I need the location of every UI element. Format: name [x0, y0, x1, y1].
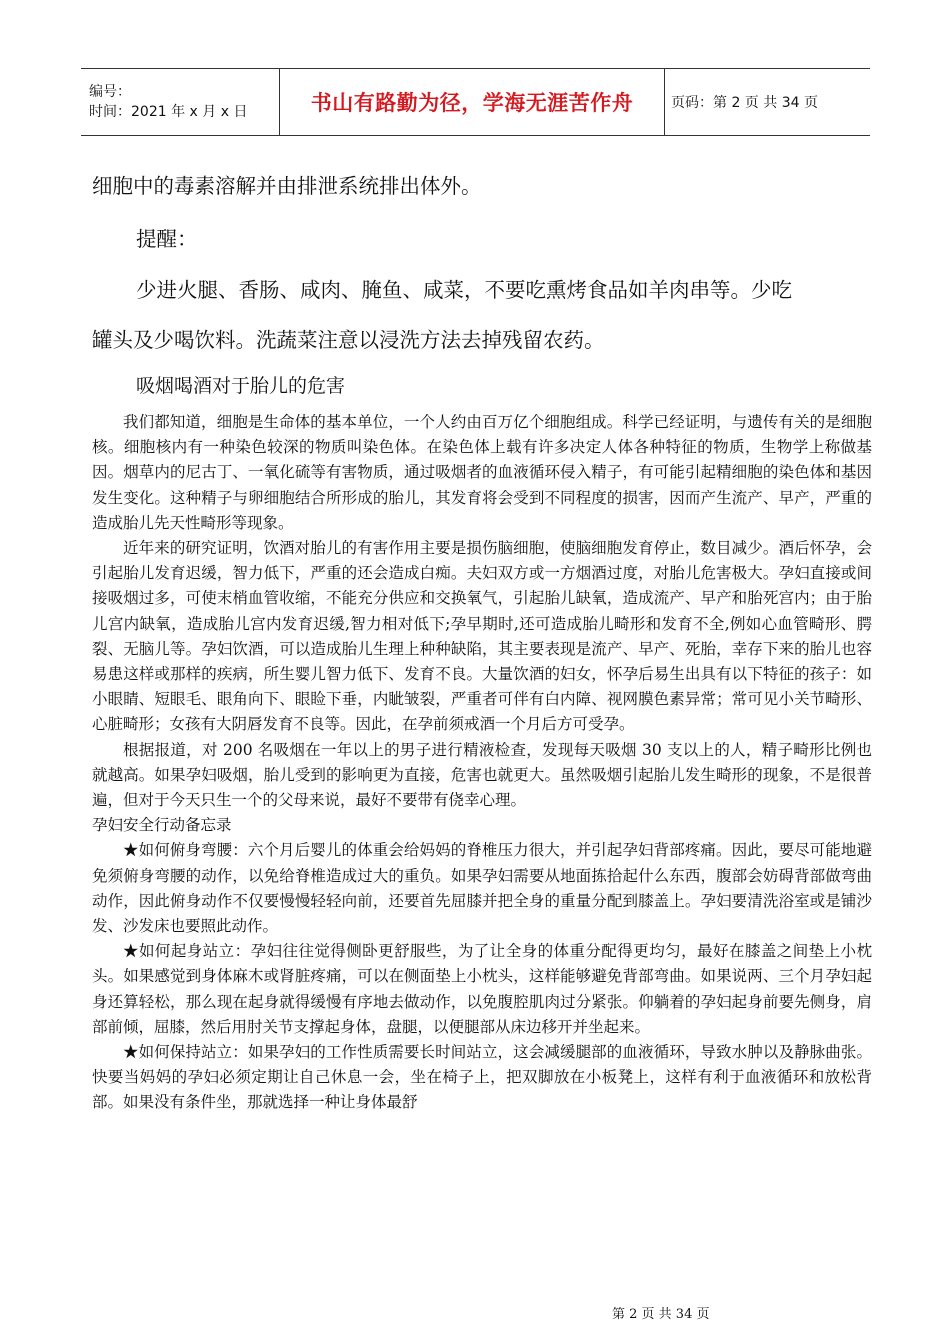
- page-header: [81, 68, 870, 136]
- reminder-line-2: 罐头及少喝饮料。洗蔬菜注意以浸洗方法去掉残留农药。: [92, 328, 605, 352]
- header-meta-cell: [81, 69, 280, 135]
- paragraph-alcohol-effects: 近年来的研究证明，饮酒对胎儿的有害作用主要是损伤脑细胞，使脑细胞发育停止，数目减少。酒后怀孕，会引起胎儿发育迟缓，智力低下，严重的还会造成白痴。夫妇双方或一方烟酒过度，对胎儿危害极大。孕妇直接或间接吸烟过多，可使末梢血管收缩，不能充分供应和交换氧气，引起胎儿缺氧，造成流产、早产和胎死宫内；由于胎儿宫内缺氧，造成胎儿宫内发育迟缓,智力相对低下;孕早期时,还可造成胎儿畸形和发育不全,例如心血管畸形、腭裂、无脑儿等。孕妇饮酒，可以造成胎儿生理上种种缺陷，其主要表现是流产、早产、死胎，幸存下来的胎儿也容易患这样或那样的疾病，所生婴儿智力低下、发育不良。大量饮酒的妇女，怀孕后易生出具有以下特征的孩子：如小眼睛、短眼毛、眼角向下、眼睑下垂，内眦皱裂，严重者可伴有白内障、视网膜色素异常；常可见小关节畸形、心脏畸形；女孩有大阴唇发育不良等。因此，在孕前须戒酒一个月后方可受孕。: [92, 539, 872, 734]
- section-title: 吸烟喝酒对于胎儿的危害: [136, 375, 346, 397]
- paragraph-smoking-report: 根据报道，对 200 名吸烟在一年以上的男子进行精液检查，发现每天吸烟 30 支以上的人，精子畸形比例也就越高。如果孕妇吸烟，胎儿受到的影响更为直接，危害也就更大。虽然吸烟引起胎儿发生畸形的现象，不是很普遍，但对于今天只生一个的父母来说，最好不要带有侥幸心理。: [92, 740, 872, 810]
- header-motto: 书山有路勤为径，学海无涯苦作舟: [310, 91, 634, 115]
- memo-item-standing: ★如何保持站立：如果孕妇的工作性质需要长时间站立，这会减缓腿部的血液循环，导致水肿以及静脉曲张。快要当妈妈的孕妇必须定期让自己休息一会，坐在椅子上，把双脚放在小板凳上，这样有利于血液循环和放松背部。如果没有条件坐，那就选择一种让身体最舒: [92, 1043, 872, 1112]
- page-footer: 第 2 页 共 34 页: [612, 1307, 710, 1322]
- memo-title: 孕妇安全行动备忘录: [92, 816, 232, 835]
- reminder-line-1: 少进火腿、香肠、咸肉、腌鱼、咸菜，不要吃熏烤食品如羊肉串等。少吃: [136, 278, 792, 302]
- paragraph-cells-genes: 我们都知道，细胞是生命体的基本单位，一个人约由百万亿个细胞组成。科学已经证明，与遗传有关的是细胞核。细胞核内有一种染色较深的物质叫染色体。在染色体上载有许多决定人体各种特征的物质，生物学上称做基因。烟草内的尼古丁、一氧化硫等有害物质，通过吸烟者的血液循环侵入精子，有可能引起精细胞的染色体和基因发生变化。这种精子与卵细胞结合所形成的胎儿，其发育将会受到不同程度的损害，因而产生流产、早产，严重的造成胎儿先天性畸形等现象。: [92, 413, 872, 532]
- intro-line: 细胞中的毒素溶解并由排泄系统排出体外。: [92, 174, 482, 198]
- header-motto-cell: [280, 69, 665, 135]
- memo-item-getting-up: ★如何起身站立：孕妇往往觉得侧卧更舒服些，为了让全身的体重分配得更均匀，最好在膝盖之间垫上小枕头。如果感觉到身体麻木或肾脏疼痛，可以在侧面垫上小枕头，这样能够避免背部弯曲。如果说两、三个月孕妇起身还算轻松，那么现在起身就得缓慢有序地去做动作，以免腹腔肌肉过分紧张。仰躺着的孕妇起身前要先侧身，肩部前倾，屈膝，然后用肘关节支撑起身体，盘腿，以便腿部从床边移开并坐起来。: [92, 942, 872, 1036]
- header-page-info: 页码：第 2 页 共 34 页: [671, 95, 818, 111]
- reminder-label: 提醒：: [136, 227, 198, 251]
- document-number-label: 编号：: [89, 84, 131, 100]
- document-date: 时间：2021 年 x 月 x 日: [89, 104, 248, 120]
- memo-item-bending: ★如何俯身弯腰：六个月后婴儿的体重会给妈妈的脊椎压力很大，并引起孕妇背部疼痛。因此，要尽可能地避免须俯身弯腰的动作，以免给脊椎造成过大的重负。如果孕妇需要从地面拣拾起什么东西，腹部会妨碍背部做弯曲动作，因此俯身动作不仅要慢慢轻轻向前，还要首先屈膝并把全身的重量分配到膝盖上。孕妇要清洗浴室或是铺沙发、沙发床也要照此动作。: [92, 841, 872, 936]
- article-body: [92, 410, 872, 1116]
- header-page-cell: [665, 69, 870, 135]
